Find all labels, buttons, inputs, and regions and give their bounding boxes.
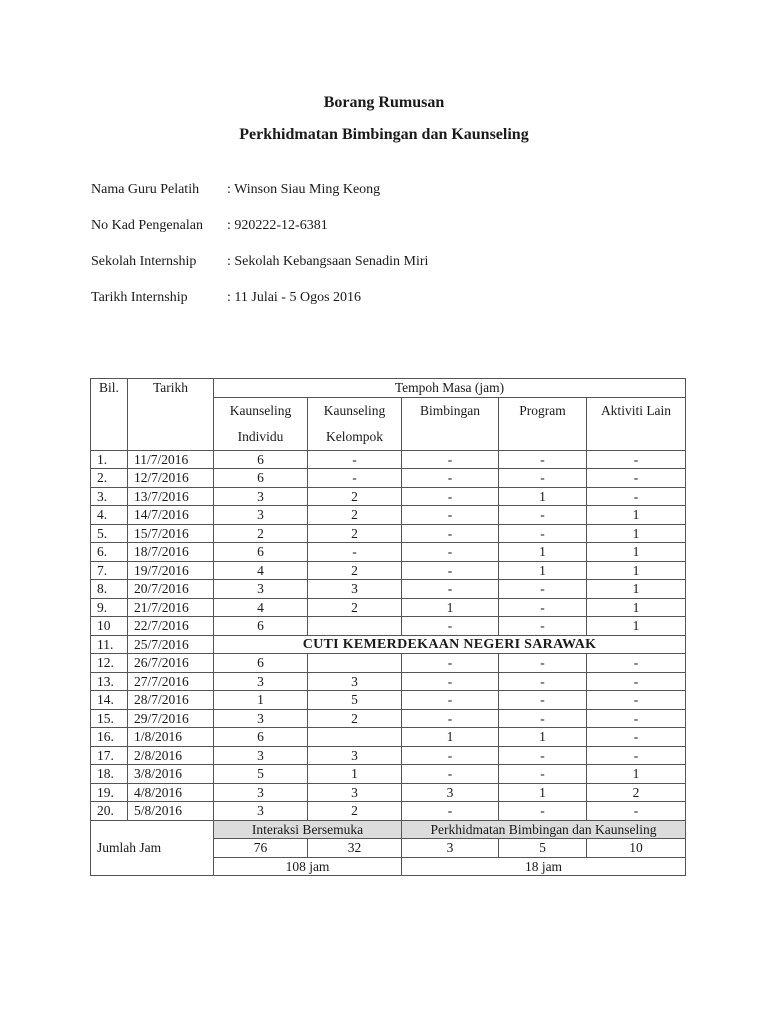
aktiviti-lain-cell: 1	[587, 617, 686, 636]
bil-cell: 11.	[91, 635, 128, 654]
bimbingan-cell: -	[402, 469, 499, 488]
kaunseling-kelompok-cell: 2	[308, 709, 402, 728]
tarikh-cell: 15/7/2016	[128, 524, 214, 543]
info-value: : Winson Siau Ming Keong	[227, 182, 381, 197]
tarikh-cell: 11/7/2016	[128, 450, 214, 469]
program-cell: -	[499, 709, 587, 728]
header-bil: Bil.	[91, 379, 128, 451]
table-row	[91, 728, 686, 747]
aktiviti-lain-cell: 1	[587, 543, 686, 562]
bimbingan-cell: -	[402, 672, 499, 691]
bimbingan-cell: -	[402, 543, 499, 562]
table-row	[91, 469, 686, 488]
info-row-tarikh	[91, 290, 428, 326]
program-cell: -	[499, 598, 587, 617]
tarikh-cell: 27/7/2016	[128, 672, 214, 691]
bil-cell: 14.	[91, 691, 128, 710]
kaunseling-kelompok-cell: -	[308, 469, 402, 488]
bil-cell: 4.	[91, 506, 128, 525]
table-row	[91, 543, 686, 562]
kaunseling-individu-cell: 3	[214, 672, 308, 691]
table-row	[91, 487, 686, 506]
kaunseling-kelompok-cell	[308, 728, 402, 747]
jumlah-jam-label: Jumlah Jam	[91, 820, 214, 876]
bimbingan-cell: -	[402, 450, 499, 469]
kaunseling-individu-cell: 3	[214, 709, 308, 728]
tarikh-cell: 18/7/2016	[128, 543, 214, 562]
tarikh-cell: 1/8/2016	[128, 728, 214, 747]
kaunseling-kelompok-cell: -	[308, 543, 402, 562]
bil-cell: 9.	[91, 598, 128, 617]
kaunseling-individu-cell: 6	[214, 450, 308, 469]
bil-cell: 12.	[91, 654, 128, 673]
bil-cell: 5.	[91, 524, 128, 543]
kaunseling-individu-cell: 6	[214, 728, 308, 747]
table-row	[91, 635, 686, 654]
aktiviti-lain-cell: -	[587, 709, 686, 728]
bil-cell: 2.	[91, 469, 128, 488]
bimbingan-cell: -	[402, 654, 499, 673]
aktiviti-lain-cell: -	[587, 672, 686, 691]
bimbingan-cell: -	[402, 802, 499, 821]
table-row	[91, 765, 686, 784]
info-label: Sekolah Internship	[91, 254, 197, 269]
kaunseling-kelompok-cell: 2	[308, 506, 402, 525]
tarikh-cell: 22/7/2016	[128, 617, 214, 636]
kaunseling-individu-cell: 3	[214, 506, 308, 525]
table-row	[91, 617, 686, 636]
program-cell: -	[499, 765, 587, 784]
aktiviti-lain-cell: -	[587, 469, 686, 488]
program-cell: -	[499, 802, 587, 821]
tarikh-cell: 2/8/2016	[128, 746, 214, 765]
table-row	[91, 746, 686, 765]
page-subtitle: Perkhidmatan Bimbingan dan Kaunseling	[239, 126, 529, 143]
tarikh-cell: 28/7/2016	[128, 691, 214, 710]
program-cell: -	[499, 524, 587, 543]
kaunseling-individu-cell: 2	[214, 524, 308, 543]
bimbingan-cell: -	[402, 709, 499, 728]
kaunseling-individu-cell: 6	[214, 543, 308, 562]
kaunseling-individu-cell: 6	[214, 469, 308, 488]
bimbingan-cell: 3	[402, 783, 499, 802]
kaunseling-individu-cell: 4	[214, 561, 308, 580]
tarikh-cell: 21/7/2016	[128, 598, 214, 617]
bil-cell: 10	[91, 617, 128, 636]
aktiviti-lain-cell: -	[587, 746, 686, 765]
program-cell: 1	[499, 561, 587, 580]
info-section	[91, 182, 428, 326]
tarikh-cell: 3/8/2016	[128, 765, 214, 784]
footer-category-row	[91, 820, 686, 839]
table-row	[91, 654, 686, 673]
kaunseling-kelompok-cell: 2	[308, 561, 402, 580]
bimbingan-cell: -	[402, 506, 499, 525]
bimbingan-cell: -	[402, 617, 499, 636]
program-cell: -	[499, 691, 587, 710]
kaunseling-individu-cell: 3	[214, 580, 308, 599]
program-cell: -	[499, 469, 587, 488]
header-tarikh: Tarikh	[128, 379, 214, 451]
page-title: Borang Rumusan	[323, 94, 445, 111]
kaunseling-individu-cell: 5	[214, 765, 308, 784]
table-row	[91, 672, 686, 691]
program-cell: -	[499, 617, 587, 636]
bil-cell: 18.	[91, 765, 128, 784]
bil-cell: 16.	[91, 728, 128, 747]
program-cell: -	[499, 746, 587, 765]
aktiviti-lain-cell: 1	[587, 765, 686, 784]
info-label: Nama Guru Pelatih	[91, 182, 200, 197]
info-value: : 920222-12-6381	[227, 218, 328, 233]
sum-perkhidmatan: 18 jam	[402, 857, 686, 876]
aktiviti-lain-cell: 1	[587, 524, 686, 543]
kaunseling-individu-cell: 6	[214, 617, 308, 636]
aktiviti-lain-cell: -	[587, 691, 686, 710]
header-tempoh-masa: Tempoh Masa (jam)	[214, 379, 686, 398]
tarikh-cell: 26/7/2016	[128, 654, 214, 673]
interaksi-bersemuka-label: Interaksi Bersemuka	[214, 820, 402, 839]
bimbingan-cell: -	[402, 561, 499, 580]
bimbingan-cell: -	[402, 524, 499, 543]
program-cell: -	[499, 450, 587, 469]
table-row	[91, 561, 686, 580]
bimbingan-cell: -	[402, 765, 499, 784]
bimbingan-cell: 1	[402, 728, 499, 747]
table-row	[91, 783, 686, 802]
program-cell: 1	[499, 728, 587, 747]
header-kaunseling-kelompok: Kaunseling Kelompok	[308, 397, 402, 450]
bil-cell: 3.	[91, 487, 128, 506]
bimbingan-cell: -	[402, 487, 499, 506]
sum-interaksi: 108 jam	[214, 857, 402, 876]
info-row-sekolah	[91, 254, 428, 290]
bil-cell: 8.	[91, 580, 128, 599]
kaunseling-individu-cell: 3	[214, 746, 308, 765]
kaunseling-kelompok-cell: 5	[308, 691, 402, 710]
bil-cell: 1.	[91, 450, 128, 469]
aktiviti-lain-cell: -	[587, 654, 686, 673]
bimbingan-cell: -	[402, 580, 499, 599]
tarikh-cell: 12/7/2016	[128, 469, 214, 488]
program-cell: 1	[499, 487, 587, 506]
kaunseling-kelompok-cell: 3	[308, 783, 402, 802]
info-value: : 11 Julai - 5 Ogos 2016	[227, 290, 362, 305]
tarikh-cell: 5/8/2016	[128, 802, 214, 821]
table-row	[91, 524, 686, 543]
info-label: No Kad Pengenalan	[91, 218, 203, 233]
bil-cell: 15.	[91, 709, 128, 728]
kaunseling-kelompok-cell: 2	[308, 487, 402, 506]
table-row	[91, 450, 686, 469]
total-cell: 10	[587, 839, 686, 858]
info-value: : Sekolah Kebangsaan Senadin Miri	[227, 254, 429, 269]
total-cell: 76	[214, 839, 308, 858]
kaunseling-kelompok-cell: 2	[308, 598, 402, 617]
perkhidmatan-label: Perkhidmatan Bimbingan dan Kaunseling	[402, 820, 686, 839]
table-row	[91, 580, 686, 599]
kaunseling-kelompok-cell: 3	[308, 580, 402, 599]
bil-cell: 7.	[91, 561, 128, 580]
bil-cell: 13.	[91, 672, 128, 691]
aktiviti-lain-cell: 1	[587, 580, 686, 599]
total-cell: 3	[402, 839, 499, 858]
program-cell: -	[499, 506, 587, 525]
kaunseling-kelompok-cell: -	[308, 450, 402, 469]
kaunseling-kelompok-cell: 2	[308, 802, 402, 821]
kaunseling-kelompok-cell: 3	[308, 672, 402, 691]
kaunseling-individu-cell: 6	[214, 654, 308, 673]
tarikh-cell: 29/7/2016	[128, 709, 214, 728]
kaunseling-kelompok-cell: 2	[308, 524, 402, 543]
kaunseling-individu-cell: 3	[214, 802, 308, 821]
kaunseling-kelompok-cell	[308, 617, 402, 636]
tarikh-cell: 14/7/2016	[128, 506, 214, 525]
program-cell: -	[499, 654, 587, 673]
bimbingan-cell: 1	[402, 598, 499, 617]
header-bimbingan: Bimbingan	[402, 397, 499, 450]
total-cell: 5	[499, 839, 587, 858]
kaunseling-kelompok-cell: 1	[308, 765, 402, 784]
aktiviti-lain-cell: -	[587, 728, 686, 747]
tarikh-cell: 13/7/2016	[128, 487, 214, 506]
holiday-note: CUTI KEMERDEKAAN NEGERI SARAWAK	[214, 635, 686, 654]
bimbingan-cell: -	[402, 691, 499, 710]
header-kaunseling-individu: Kaunseling Individu	[214, 397, 308, 450]
header-program: Program	[499, 397, 587, 450]
aktiviti-lain-cell: 1	[587, 598, 686, 617]
table-row	[91, 709, 686, 728]
aktiviti-lain-cell: 2	[587, 783, 686, 802]
aktiviti-lain-cell: 1	[587, 561, 686, 580]
info-row-nama	[91, 182, 428, 218]
info-row-kad	[91, 218, 428, 254]
tarikh-cell: 4/8/2016	[128, 783, 214, 802]
header-row	[91, 379, 686, 398]
bil-cell: 17.	[91, 746, 128, 765]
kaunseling-individu-cell: 1	[214, 691, 308, 710]
table-row	[91, 598, 686, 617]
header-aktiviti-lain: Aktiviti Lain	[587, 397, 686, 450]
tarikh-cell: 25/7/2016	[128, 635, 214, 654]
tarikh-cell: 20/7/2016	[128, 580, 214, 599]
aktiviti-lain-cell: -	[587, 487, 686, 506]
total-cell: 32	[308, 839, 402, 858]
table-row	[91, 506, 686, 525]
bil-cell: 20.	[91, 802, 128, 821]
program-cell: 1	[499, 783, 587, 802]
table-row	[91, 691, 686, 710]
bil-cell: 19.	[91, 783, 128, 802]
program-cell: -	[499, 580, 587, 599]
info-label: Tarikh Internship	[91, 290, 188, 305]
aktiviti-lain-cell: 1	[587, 506, 686, 525]
kaunseling-individu-cell: 4	[214, 598, 308, 617]
rumusan-table	[90, 378, 686, 876]
tarikh-cell: 19/7/2016	[128, 561, 214, 580]
kaunseling-individu-cell: 3	[214, 783, 308, 802]
aktiviti-lain-cell: -	[587, 802, 686, 821]
kaunseling-kelompok-cell	[308, 654, 402, 673]
kaunseling-kelompok-cell: 3	[308, 746, 402, 765]
bil-cell: 6.	[91, 543, 128, 562]
table-row	[91, 802, 686, 821]
program-cell: -	[499, 672, 587, 691]
kaunseling-individu-cell: 3	[214, 487, 308, 506]
bimbingan-cell: -	[402, 746, 499, 765]
aktiviti-lain-cell: -	[587, 450, 686, 469]
program-cell: 1	[499, 543, 587, 562]
